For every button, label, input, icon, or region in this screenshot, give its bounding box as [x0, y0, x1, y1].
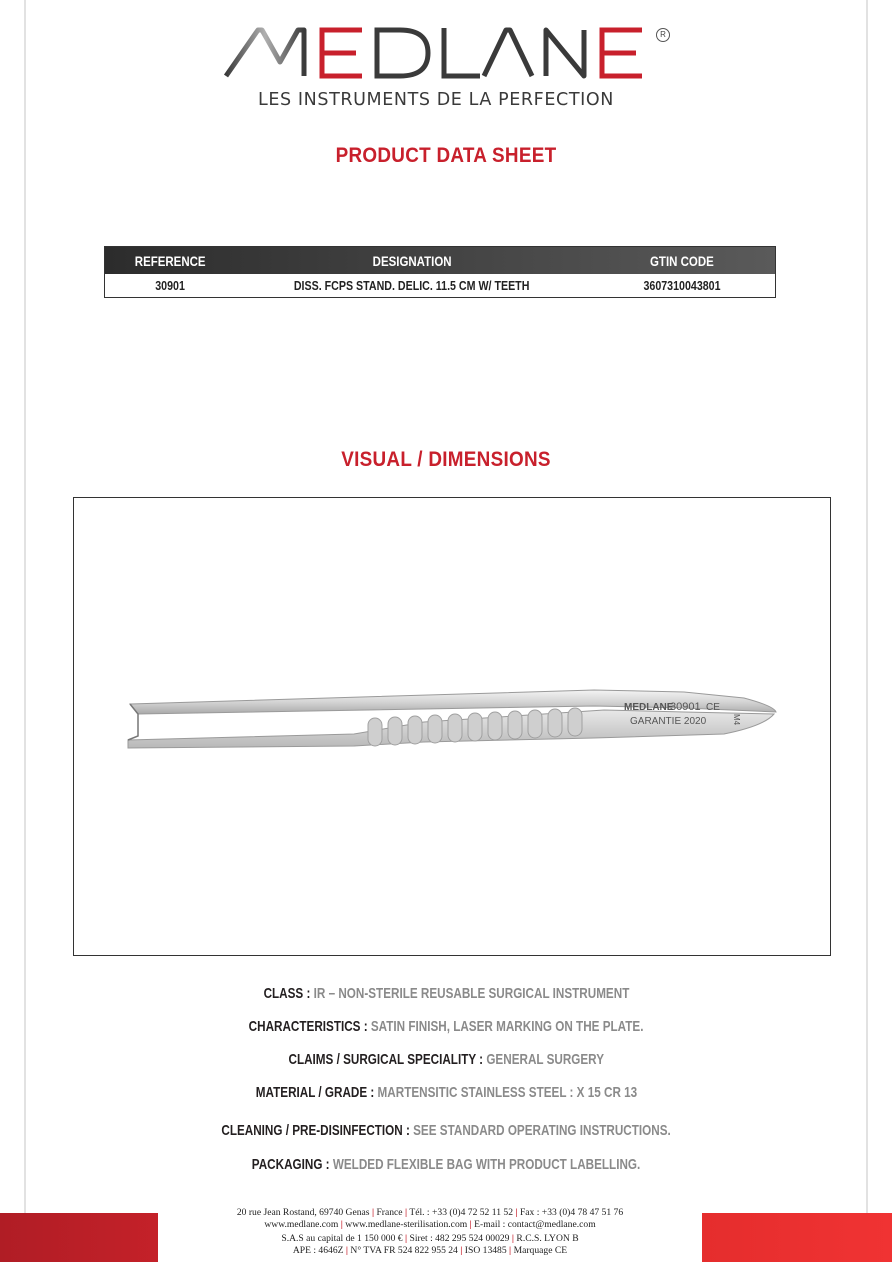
medlane-wordmark-logo [222, 22, 652, 84]
table-row [105, 274, 775, 297]
forceps-image [124, 684, 784, 774]
product-image-frame [73, 497, 831, 956]
spec-claims: CLAIMS / SURGICAL SPECIALITY : GENERAL SURGERY [288, 1051, 604, 1068]
engraving-ce: CE [706, 702, 720, 713]
brand-tagline: LES INSTRUMENTS DE LA PERFECTION [258, 90, 614, 110]
reference-table [104, 246, 776, 298]
engraving-ref: 30901 [670, 701, 701, 713]
header-gtin-code: GTIN CODE [650, 252, 714, 269]
footer-red-bar-right [702, 1213, 892, 1262]
visual-dimensions-title: VISUAL / DIMENSIONS [341, 448, 551, 471]
spec-packaging: PACKAGING : WELDED FLEXIBLE BAG WITH PRODUCT LABELLING. [251, 1156, 641, 1173]
reference-table-header [105, 247, 775, 274]
engraving-guarantee: GARANTIE 2020 [630, 716, 707, 727]
footer-web-line: www.medlane.com | www.medlane-sterilisation.com | E-mail : contact@medlane.com [264, 1219, 596, 1230]
cell-gtin-code: 3607310043801 [643, 278, 721, 293]
engraving-code: M4 [732, 714, 741, 726]
spec-material: MATERIAL / GRADE : MARTENSITIC STAINLESS STEEL : X 15 CR 13 [255, 1084, 637, 1101]
cell-reference: 30901 [155, 278, 185, 293]
footer-company-line: S.A.S au capital de 1 150 000 € | Siret : 482 295 524 00029 | R.C.S. LYON B [281, 1233, 579, 1244]
footer-red-bar-left [0, 1213, 158, 1262]
medlane-logo [222, 22, 672, 114]
left-margin-rule [24, 0, 26, 1262]
spec-characteristics: CHARACTERISTICS : SATIN FINISH, LASER MARKING ON THE PLATE. [248, 1018, 644, 1035]
engraving-brand: MEDLANE [624, 702, 674, 713]
footer-sterilisation-link[interactable]: www.medlane-sterilisation.com [345, 1219, 468, 1230]
registered-trademark-icon: R [656, 28, 670, 42]
spec-class: CLASS : IR – NON-STERILE REUSABLE SURGICAL INSTRUMENT [263, 985, 629, 1002]
footer-website-link[interactable]: www.medlane.com [264, 1219, 339, 1230]
footer-address-line: 20 rue Jean Rostand, 69740 Genas | France | Tél. : +33 (0)4 72 52 11 52 | Fax : +33 (0)4 78 47 51 76 [236, 1207, 624, 1218]
product-data-sheet-title: PRODUCT DATA SHEET [335, 144, 557, 167]
header-reference: REFERENCE [134, 252, 206, 269]
header-designation: DESIGNATION [372, 252, 452, 269]
footer-registration-line: APE : 4646Z | N° TVA FR 524 822 955 24 | ISO 13485 | Marquage CE [292, 1245, 568, 1256]
right-margin-rule [866, 0, 868, 1262]
spec-cleaning: CLEANING / PRE-DISINFECTION : SEE STANDARD OPERATING INSTRUCTIONS. [221, 1122, 671, 1139]
footer-email-link[interactable]: E-mail : contact@medlane.com [474, 1219, 596, 1230]
cell-designation: DISS. FCPS STAND. DELIC. 11.5 CM W/ TEETH [294, 278, 530, 293]
